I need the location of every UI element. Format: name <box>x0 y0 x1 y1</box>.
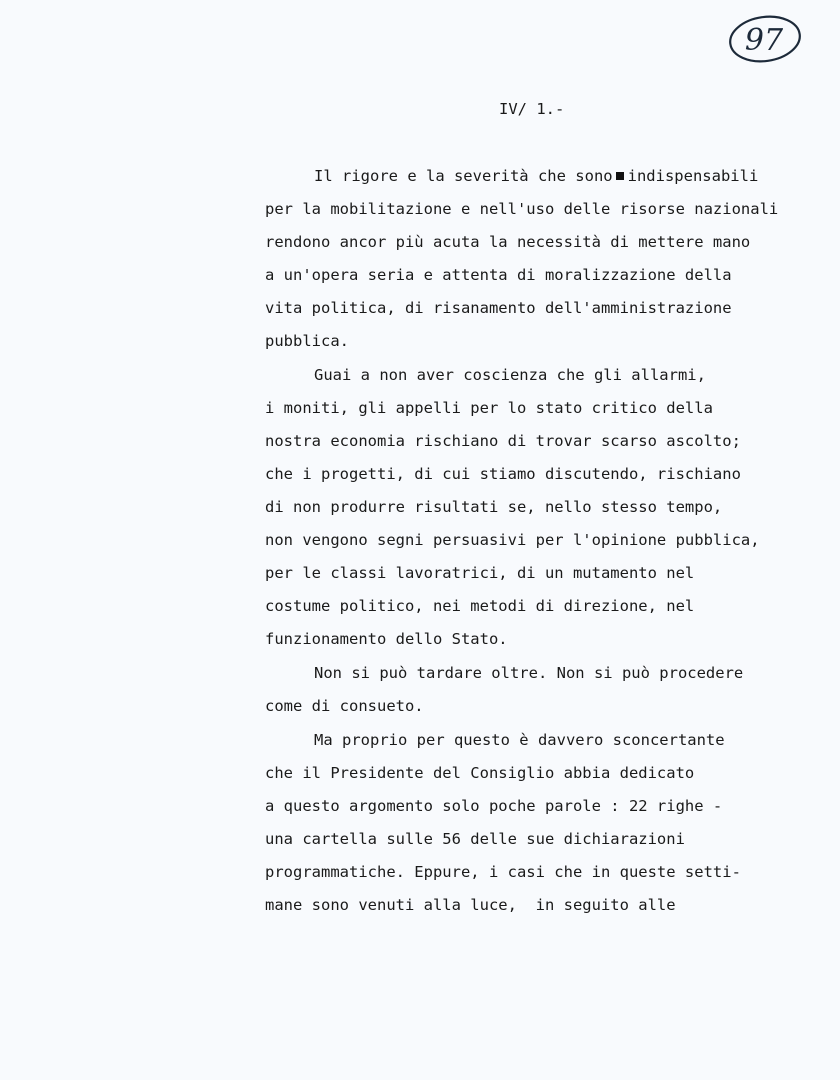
text-line: funzionamento dello Stato. <box>265 630 508 648</box>
text-line: Il rigore e la severità che sono indispensabili <box>314 167 759 185</box>
text-line: i moniti, gli appelli per lo stato critico della <box>265 399 713 417</box>
text-line: Ma proprio per questo è davvero sconcertante <box>314 731 725 749</box>
text-line: programmatiche. Eppure, i casi che in queste setti- <box>265 863 741 881</box>
text-line: per le classi lavoratrici, di un mutamento nel <box>265 564 695 582</box>
text-line: a questo argomento solo poche parole : 22 righe - <box>265 797 723 815</box>
text-line: che i progetti, di cui stiamo discutendo, rischiano <box>265 465 741 483</box>
text-line: a un'opera seria e attenta di moralizzazione della <box>265 266 732 284</box>
svg-text:97: 97 <box>744 23 784 58</box>
text-line: per la mobilitazione e nell'uso delle risorse nazionali <box>265 200 779 218</box>
text-line: di non produrre risultati se, nello stesso tempo, <box>265 498 723 516</box>
text-line: che il Presidente del Consiglio abbia dedicato <box>265 764 695 782</box>
text-line: una cartella sulle 56 delle sue dichiarazioni <box>265 830 685 848</box>
redaction-mark <box>616 172 624 180</box>
page-header: IV/ 1.- <box>499 100 565 118</box>
text-line: Non si può tardare oltre. Non si può procedere <box>314 664 744 682</box>
handwritten-page-number <box>720 10 804 66</box>
text-line: rendono ancor più acuta la necessità di mettere mano <box>265 233 751 251</box>
text-line: mane sono venuti alla luce, in seguito alle <box>265 896 676 914</box>
text-line: nostra economia rischiano di trovar scarso ascolto; <box>265 432 741 450</box>
text-line: vita politica, di risanamento dell'amministrazione <box>265 299 732 317</box>
text-line: pubblica. <box>265 332 349 350</box>
text-line: costume politico, nei metodi di direzione, nel <box>265 597 695 615</box>
text-line: Guai a non aver coscienza che gli allarmi, <box>314 366 706 384</box>
text-line: come di consueto. <box>265 697 424 715</box>
text-line: non vengono segni persuasivi per l'opinione pubblica, <box>265 531 760 549</box>
